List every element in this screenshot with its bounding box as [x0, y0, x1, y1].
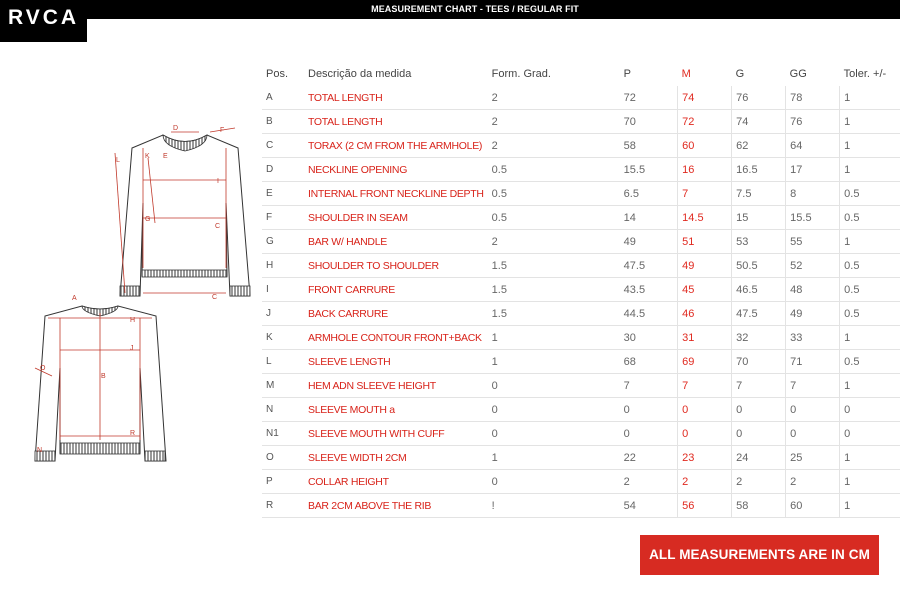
units-note: ALL MEASUREMENTS ARE IN CM [640, 535, 879, 575]
row-tolerance: 0.5 [840, 302, 900, 326]
svg-text:I: I [217, 178, 219, 185]
svg-text:B: B [101, 373, 106, 380]
row-size-gg: 64 [786, 134, 840, 158]
table-row [262, 110, 900, 134]
svg-text:N: N [37, 447, 43, 454]
row-grading: 2 [488, 230, 620, 254]
row-size-g: 47.5 [732, 302, 786, 326]
row-pos: I [262, 278, 304, 302]
row-size-g: 74 [732, 110, 786, 134]
row-size-gg: 0 [786, 422, 840, 446]
row-tolerance: 0.5 [840, 350, 900, 374]
row-pos: E [262, 182, 304, 206]
row-pos: P [262, 470, 304, 494]
table-row [262, 422, 900, 446]
row-description: FRONT CARRURE [304, 278, 488, 302]
header-description: Descrição da medida [304, 62, 488, 86]
row-size-g: 70 [732, 350, 786, 374]
row-pos: M [262, 374, 304, 398]
row-size-m: 74 [678, 86, 732, 110]
row-pos: N [262, 398, 304, 422]
row-tolerance: 0.5 [840, 182, 900, 206]
row-size-gg: 0 [786, 398, 840, 422]
row-grading: 1.5 [488, 254, 620, 278]
row-tolerance: 0 [840, 398, 900, 422]
table-row [262, 398, 900, 422]
row-tolerance: 0.5 [840, 206, 900, 230]
header-pos: Pos. [262, 62, 304, 86]
svg-text:C: C [215, 223, 221, 230]
row-size-g: 15 [732, 206, 786, 230]
svg-text:R: R [130, 430, 136, 437]
table-row [262, 350, 900, 374]
row-size-gg: 7 [786, 374, 840, 398]
row-description: TOTAL LENGTH [304, 86, 488, 110]
row-size-p: 70 [620, 110, 678, 134]
row-pos: R [262, 494, 304, 518]
row-size-gg: 25 [786, 446, 840, 470]
logo-box [0, 0, 87, 42]
row-size-p: 54 [620, 494, 678, 518]
table-row [262, 446, 900, 470]
header-size-g: G [732, 62, 786, 86]
header-size-gg: GG [786, 62, 840, 86]
row-description: BACK CARRURE [304, 302, 488, 326]
row-size-p: 72 [620, 86, 678, 110]
row-size-p: 68 [620, 350, 678, 374]
row-grading: 0 [488, 470, 620, 494]
row-description: INTERNAL FRONT NECKLINE DEPTH [304, 182, 488, 206]
row-pos: K [262, 326, 304, 350]
page-title: MEASUREMENT CHART - TEES / REGULAR FIT [371, 4, 579, 14]
row-size-p: 30 [620, 326, 678, 350]
row-size-p: 0 [620, 398, 678, 422]
row-size-g: 0 [732, 422, 786, 446]
row-size-m: 0 [678, 398, 732, 422]
row-description: SHOULDER TO SHOULDER [304, 254, 488, 278]
row-size-g: 0 [732, 398, 786, 422]
row-tolerance: 1 [840, 446, 900, 470]
table-row [262, 494, 900, 518]
table-row [262, 182, 900, 206]
row-pos: H [262, 254, 304, 278]
row-description: ARMHOLE CONTOUR FRONT+BACK [304, 326, 488, 350]
svg-text:K: K [145, 153, 150, 160]
row-size-gg: 33 [786, 326, 840, 350]
row-grading: 0.5 [488, 158, 620, 182]
row-description: BAR W/ HANDLE [304, 230, 488, 254]
front-view [115, 125, 250, 301]
row-size-m: 46 [678, 302, 732, 326]
row-pos: L [262, 350, 304, 374]
row-size-p: 47.5 [620, 254, 678, 278]
row-size-gg: 15.5 [786, 206, 840, 230]
row-size-g: 62 [732, 134, 786, 158]
row-size-m: 14.5 [678, 206, 732, 230]
svg-text:A: A [72, 295, 77, 302]
row-pos: B [262, 110, 304, 134]
measurement-table [262, 62, 900, 518]
row-size-m: 60 [678, 134, 732, 158]
row-size-gg: 60 [786, 494, 840, 518]
row-grading: 0.5 [488, 182, 620, 206]
svg-text:F: F [220, 127, 225, 134]
row-pos: G [262, 230, 304, 254]
row-grading: 1 [488, 446, 620, 470]
measurement-table-container [262, 62, 900, 518]
table-row [262, 278, 900, 302]
table-row [262, 134, 900, 158]
svg-text:G: G [145, 216, 151, 223]
row-size-p: 0 [620, 422, 678, 446]
table-row [262, 230, 900, 254]
svg-text:C: C [212, 294, 218, 301]
row-size-m: 2 [678, 470, 732, 494]
row-size-gg: 55 [786, 230, 840, 254]
row-pos: A [262, 86, 304, 110]
row-size-g: 32 [732, 326, 786, 350]
row-grading: 2 [488, 134, 620, 158]
row-pos: J [262, 302, 304, 326]
row-size-m: 7 [678, 374, 732, 398]
row-size-gg: 17 [786, 158, 840, 182]
row-size-gg: 8 [786, 182, 840, 206]
row-size-gg: 78 [786, 86, 840, 110]
row-tolerance: 1 [840, 494, 900, 518]
row-size-p: 22 [620, 446, 678, 470]
row-description: COLLAR HEIGHT [304, 470, 488, 494]
row-grading: 0 [488, 422, 620, 446]
row-size-g: 16.5 [732, 158, 786, 182]
row-size-gg: 49 [786, 302, 840, 326]
row-size-p: 14 [620, 206, 678, 230]
row-size-g: 58 [732, 494, 786, 518]
row-size-p: 7 [620, 374, 678, 398]
row-size-g: 50.5 [732, 254, 786, 278]
row-size-p: 44.5 [620, 302, 678, 326]
table-row [262, 374, 900, 398]
table-body [262, 86, 900, 518]
svg-text:D: D [173, 125, 179, 132]
row-size-m: 69 [678, 350, 732, 374]
row-size-g: 7 [732, 374, 786, 398]
row-tolerance: 1 [840, 374, 900, 398]
row-size-gg: 52 [786, 254, 840, 278]
table-row [262, 158, 900, 182]
table-row [262, 254, 900, 278]
row-size-p: 49 [620, 230, 678, 254]
row-tolerance: 1 [840, 158, 900, 182]
row-size-m: 23 [678, 446, 732, 470]
row-description: HEM ADN SLEEVE HEIGHT [304, 374, 488, 398]
row-tolerance: 1 [840, 110, 900, 134]
row-description: SLEEVE WIDTH 2CM [304, 446, 488, 470]
row-size-p: 2 [620, 470, 678, 494]
row-tolerance: 1 [840, 470, 900, 494]
row-pos: D [262, 158, 304, 182]
row-tolerance: 1 [840, 230, 900, 254]
row-size-m: 72 [678, 110, 732, 134]
row-grading: 0 [488, 398, 620, 422]
header-grading: Form. Grad. [488, 62, 620, 86]
row-size-p: 15.5 [620, 158, 678, 182]
row-description: TOTAL LENGTH [304, 110, 488, 134]
row-size-m: 7 [678, 182, 732, 206]
row-size-g: 46.5 [732, 278, 786, 302]
row-size-m: 16 [678, 158, 732, 182]
row-size-gg: 2 [786, 470, 840, 494]
row-grading: 1 [488, 326, 620, 350]
row-tolerance: 1 [840, 134, 900, 158]
row-size-gg: 76 [786, 110, 840, 134]
row-pos: C [262, 134, 304, 158]
row-description: BAR 2CM ABOVE THE RIB [304, 494, 488, 518]
row-grading: 2 [488, 86, 620, 110]
row-size-m: 56 [678, 494, 732, 518]
row-grading: ! [488, 494, 620, 518]
row-description: SLEEVE LENGTH [304, 350, 488, 374]
brand-logo: RVCA [7, 6, 80, 29]
row-size-m: 51 [678, 230, 732, 254]
row-pos: N1 [262, 422, 304, 446]
table-row [262, 302, 900, 326]
row-size-m: 49 [678, 254, 732, 278]
table-header-row [262, 62, 900, 86]
svg-text:E: E [163, 153, 168, 160]
row-pos: F [262, 206, 304, 230]
row-grading: 0.5 [488, 206, 620, 230]
row-size-p: 43.5 [620, 278, 678, 302]
row-pos: O [262, 446, 304, 470]
row-tolerance: 1 [840, 86, 900, 110]
svg-text:H: H [130, 317, 136, 324]
header-size-m: M [678, 62, 732, 86]
row-tolerance: 0.5 [840, 254, 900, 278]
row-size-m: 0 [678, 422, 732, 446]
row-size-p: 6.5 [620, 182, 678, 206]
row-size-g: 7.5 [732, 182, 786, 206]
table-row [262, 470, 900, 494]
row-size-m: 45 [678, 278, 732, 302]
row-description: NECKLINE OPENING [304, 158, 488, 182]
table-row [262, 326, 900, 350]
row-tolerance: 1 [840, 326, 900, 350]
row-size-gg: 71 [786, 350, 840, 374]
table-row [262, 206, 900, 230]
header-tolerance: Toler. +/- [840, 62, 900, 86]
svg-text:J: J [130, 345, 134, 352]
row-size-g: 53 [732, 230, 786, 254]
row-description: SLEEVE MOUTH a [304, 398, 488, 422]
garment-diagram [30, 118, 255, 468]
row-grading: 1.5 [488, 278, 620, 302]
row-grading: 1 [488, 350, 620, 374]
row-description: SHOULDER IN SEAM [304, 206, 488, 230]
row-tolerance: 0 [840, 422, 900, 446]
row-description: SLEEVE MOUTH WITH CUFF [304, 422, 488, 446]
row-size-g: 76 [732, 86, 786, 110]
row-grading: 2 [488, 110, 620, 134]
header-size-p: P [620, 62, 678, 86]
back-view [35, 295, 166, 461]
row-size-m: 31 [678, 326, 732, 350]
svg-text:L: L [116, 157, 120, 164]
row-grading: 0 [488, 374, 620, 398]
row-description: TORAX (2 CM FROM THE ARMHOLE) [304, 134, 488, 158]
row-size-g: 24 [732, 446, 786, 470]
svg-text:O: O [40, 365, 46, 372]
row-grading: 1.5 [488, 302, 620, 326]
row-size-gg: 48 [786, 278, 840, 302]
table-row [262, 86, 900, 110]
row-tolerance: 0.5 [840, 278, 900, 302]
row-size-g: 2 [732, 470, 786, 494]
row-size-p: 58 [620, 134, 678, 158]
